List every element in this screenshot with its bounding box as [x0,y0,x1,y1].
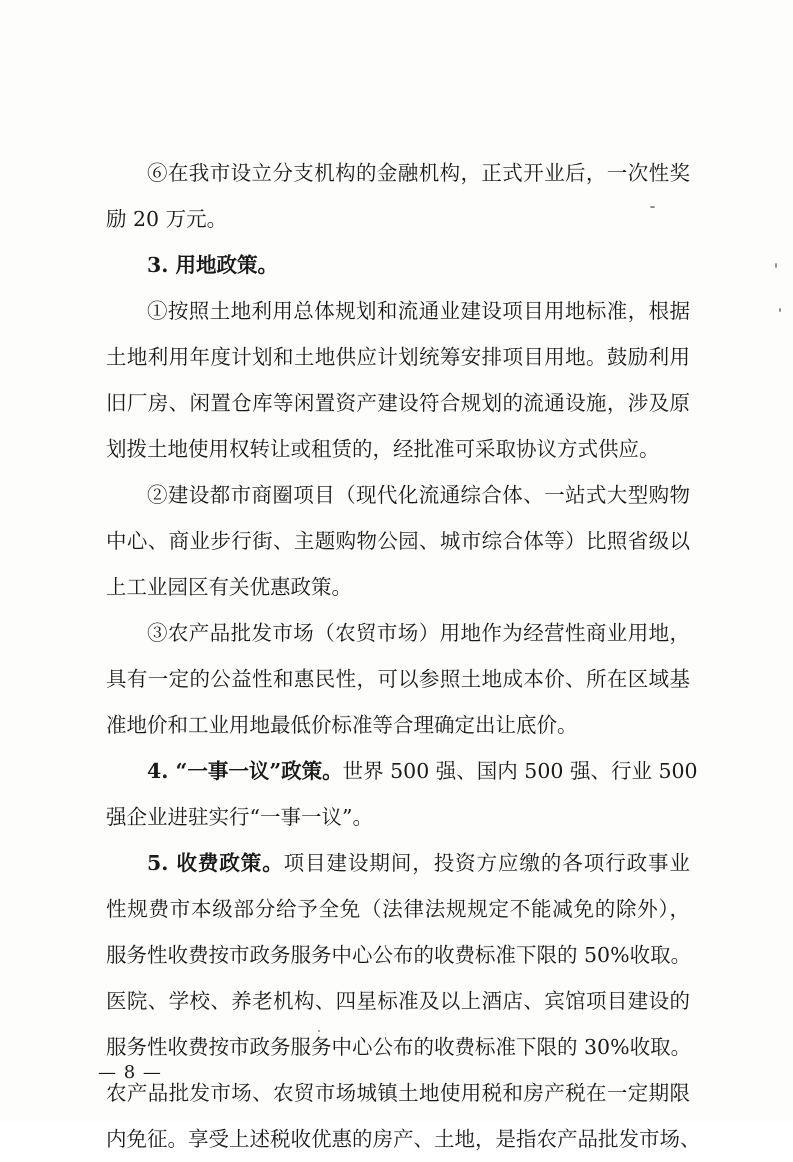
document-body [106,150,701,1162]
land-policy-2-line-2: 中心、商业步行街、主题购物公园、城市综合体等）比照省级以 [106,529,690,553]
section5-heading: 5. 收费政策。 [147,851,284,875]
land-policy-3-line-1: ③农产品批发市场（农贸市场）用地作为经营性商业用地， [147,621,690,645]
land-policy-2-line-3: 上工业园区有关优惠政策。 [106,575,352,599]
section5-line-2: 性规费市本级部分给予全免（法律法规规定不能减免的除外）， [106,897,690,921]
land-policy-3-line-2: 具有一定的公益性和惠民性，可以参照土地成本价、所在区域基 [106,667,690,691]
land-policy-1-line-4: 划拨土地使用权转让或租赁的，经批准可采取协议方式供应。 [106,437,660,461]
section5-line-5: 服务性收费按市政务服务中心公布的收费标准下限的 30%收取。 [106,1035,692,1059]
section4-line-2: 强企业进驻实行“一事一议”。 [106,805,373,829]
land-policy-3-line-3: 准地价和工业用地最低价标准等合理确定出让底价。 [106,713,578,737]
land-policy-2-line-1: ②建设都市商圈项目（现代化流通综合体、一站式大型购物 [147,483,690,507]
scan-speck [318,1030,320,1032]
item6-line-2: 励 20 万元。 [106,207,228,231]
land-policy-1-line-3: 旧厂房、闲置仓库等闲置资产建设符合规划的流通设施，涉及原 [106,391,690,415]
scan-speck [775,263,777,268]
scan-speck [650,206,655,208]
scan-speck [779,308,781,312]
section4-line-1 [106,748,698,794]
section4-line-1-text: 世界 500 强、国内 500 强、行业 500 [342,759,698,783]
section4-heading: 4. “一事一议”政策。 [147,759,343,783]
section5-line-1 [106,840,690,886]
land-policy-1-line-2: 土地利用年度计划和土地供应计划统筹安排项目用地。鼓励利用 [106,345,690,369]
land-policy-1-line-1: ①按照土地利用总体规划和流通业建设项目用地标准，根据 [147,299,690,323]
page-number: — 8 — [98,1062,162,1083]
section5-line-1-text: 项目建设期间，投资方应缴的各项行政事业 [283,851,690,875]
section5-line-4: 医院、学校、养老机构、四星标准及以上酒店、宾馆项目建设的 [106,989,690,1013]
section5-line-3: 服务性收费按市政务服务中心公布的收费标准下限的 50%收取。 [106,943,692,967]
section5-line-7: 内免征。享受上述税收优惠的房产、土地，是指农产品批发市场、 [106,1127,701,1151]
section5-line-6: 农产品批发市场、农贸市场城镇土地使用税和房产税在一定期限 [106,1081,690,1105]
section3-heading: 3. 用地政策。 [147,253,279,277]
item6-line-1: ⑥在我市设立分支机构的金融机构，正式开业后，一次性奖 [147,161,690,185]
